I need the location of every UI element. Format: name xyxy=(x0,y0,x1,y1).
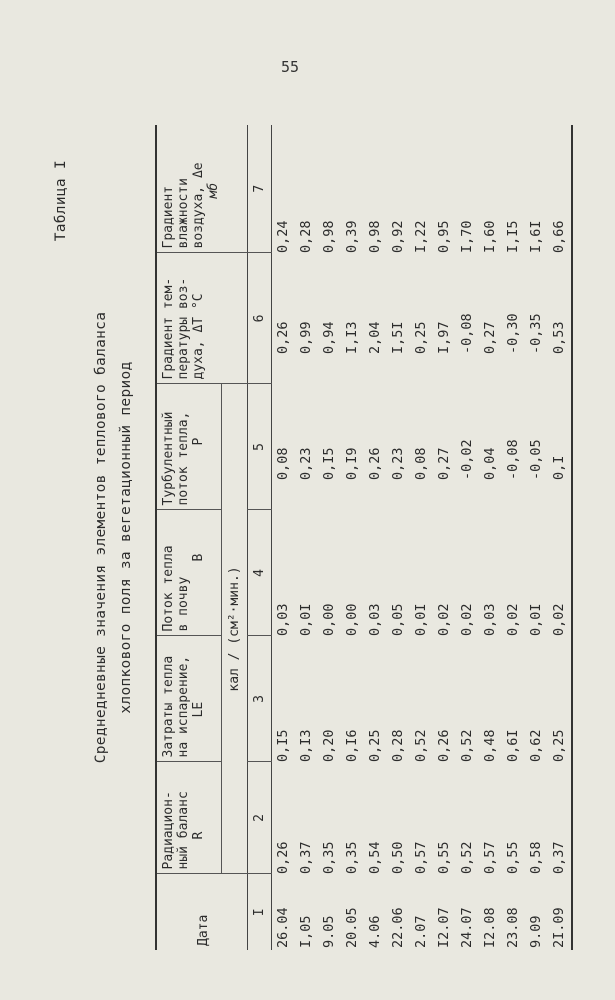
date-cell: 26.04 xyxy=(275,907,291,948)
heat-balance-table xyxy=(155,125,573,950)
date-cell: 24.07 xyxy=(459,907,475,948)
soil-flux-cell: 0,00 xyxy=(344,603,360,636)
humidity-gradient-cell: I,6I xyxy=(528,220,544,253)
soil-flux-cell: 0,03 xyxy=(482,603,498,636)
evaporation-cell: 0,I6 xyxy=(344,729,360,762)
temp-gradient-cell: -0,30 xyxy=(505,313,521,354)
temp-gradient-cell: I,5I xyxy=(390,321,406,354)
turbulent-flux-cell: 0,I9 xyxy=(344,447,360,480)
evaporation-cell: 0,25 xyxy=(551,729,567,762)
date-cell: 20.05 xyxy=(344,907,360,948)
evaporation-cell: 0,I3 xyxy=(298,729,314,762)
table-row xyxy=(271,125,295,950)
humidity-gradient-cell: 0,24 xyxy=(275,220,291,253)
temp-gradient-cell: I,I3 xyxy=(344,321,360,354)
soil-flux-cell: 0,05 xyxy=(390,603,406,636)
date-cell: 2I.09 xyxy=(551,907,567,948)
evaporation-cell: 0,25 xyxy=(367,729,383,762)
table-row xyxy=(410,125,433,950)
turbulent-flux-cell: 0,I5 xyxy=(321,447,337,480)
header-humidity-gradient: Градиент влажности воздуха, Δe мб xyxy=(156,125,221,253)
header-soil-heat-flux: Поток тепла в почву B xyxy=(156,510,221,636)
turbulent-flux-cell: 0,23 xyxy=(298,447,314,480)
soil-flux-cell: 0,0I xyxy=(298,603,314,636)
turbulent-flux-cell: -0,08 xyxy=(505,439,521,480)
evaporation-cell: 0,62 xyxy=(528,729,544,762)
humidity-gradient-cell: I,22 xyxy=(413,220,429,253)
temp-gradient-cell: 0,26 xyxy=(275,321,291,354)
radiation-cell: 0,55 xyxy=(436,841,452,874)
evaporation-cell: 0,28 xyxy=(390,729,406,762)
humidity-gradient-cell: 0,95 xyxy=(436,220,452,253)
humidity-gradient-cell: I,I5 xyxy=(505,220,521,253)
soil-flux-cell: 0,0I xyxy=(413,603,429,636)
soil-flux-cell: 0,03 xyxy=(275,603,291,636)
table-row xyxy=(387,125,410,950)
evaporation-cell: 0,26 xyxy=(436,729,452,762)
turbulent-flux-cell: 0,08 xyxy=(275,447,291,480)
date-cell: 9.05 xyxy=(321,915,337,948)
date-cell: 4.06 xyxy=(367,915,383,948)
table-row xyxy=(502,125,525,950)
date-cell: 2.07 xyxy=(413,915,429,948)
date-cell: I,05 xyxy=(298,915,314,948)
header-turbulent-flux: Турбулентный поток тепла, P xyxy=(156,384,221,510)
table-row xyxy=(318,125,341,950)
humidity-gradient-cell: 0,98 xyxy=(321,220,337,253)
date-cell: I2.08 xyxy=(482,907,498,948)
header-date: Дата xyxy=(196,914,212,946)
soil-flux-cell: 0,0I xyxy=(528,603,544,636)
page-number: 55 xyxy=(281,58,300,76)
soil-flux-cell: 0,02 xyxy=(459,603,475,636)
header-evaporation: Затраты тепла на испарение, LE xyxy=(156,636,221,762)
col-number: 4 xyxy=(247,510,271,636)
col-number: 6 xyxy=(247,253,271,384)
temp-gradient-cell: -0,08 xyxy=(459,313,475,354)
soil-flux-cell: 0,02 xyxy=(505,603,521,636)
date-cell: I2.07 xyxy=(436,907,452,948)
humidity-gradient-cell: 0,98 xyxy=(367,220,383,253)
temp-gradient-cell: 0,27 xyxy=(482,321,498,354)
table-label: Таблица I xyxy=(53,160,69,242)
turbulent-flux-cell: -0,02 xyxy=(459,439,475,480)
table-title-line2: хлопкового поля за вегетационный период xyxy=(118,361,134,714)
col-number: 3 xyxy=(247,636,271,762)
humidity-gradient-cell: I,60 xyxy=(482,220,498,253)
radiation-cell: 0,58 xyxy=(528,841,544,874)
temp-gradient-cell: 0,25 xyxy=(413,321,429,354)
temp-gradient-cell: 2,04 xyxy=(367,321,383,354)
turbulent-flux-cell: 0,08 xyxy=(413,447,429,480)
radiation-cell: 0,37 xyxy=(298,841,314,874)
radiation-cell: 0,37 xyxy=(551,841,567,874)
col-number: 7 xyxy=(247,125,271,253)
radiation-cell: 0,52 xyxy=(459,841,475,874)
date-cell: 9.09 xyxy=(528,915,544,948)
table-title-line1: Среднедневные значения элементов теплового баланса xyxy=(93,311,109,764)
turbulent-flux-cell: 0,04 xyxy=(482,447,498,480)
header-radiation-balance: Радиацион- ный баланс R xyxy=(156,762,221,874)
header-temperature-gradient: Градиент тем- пературы воз- духа, ΔT °C xyxy=(156,253,221,384)
radiation-cell: 0,57 xyxy=(482,841,498,874)
soil-flux-cell: 0,03 xyxy=(367,603,383,636)
radiation-cell: 0,55 xyxy=(505,841,521,874)
table-row xyxy=(433,125,456,950)
humidity-gradient-cell: 0,39 xyxy=(344,220,360,253)
temp-gradient-cell: -0,35 xyxy=(528,313,544,354)
evaporation-cell: 0,20 xyxy=(321,729,337,762)
col-number: 2 xyxy=(247,762,271,874)
evaporation-cell: 0,I5 xyxy=(275,729,291,762)
table-row xyxy=(456,125,479,950)
table-row xyxy=(295,125,318,950)
turbulent-flux-cell: 0,26 xyxy=(367,447,383,480)
soil-flux-cell: 0,02 xyxy=(551,603,567,636)
radiation-cell: 0,35 xyxy=(344,841,360,874)
soil-flux-cell: 0,02 xyxy=(436,603,452,636)
table-row xyxy=(548,125,572,950)
radiation-cell: 0,54 xyxy=(367,841,383,874)
date-cell: 22.06 xyxy=(390,907,406,948)
temp-gradient-cell: I,97 xyxy=(436,321,452,354)
turbulent-flux-cell: 0,27 xyxy=(436,447,452,480)
table-row xyxy=(479,125,502,950)
humidity-gradient-cell: 0,28 xyxy=(298,220,314,253)
turbulent-flux-cell: -0,05 xyxy=(528,439,544,480)
table-row xyxy=(364,125,387,950)
radiation-cell: 0,57 xyxy=(413,841,429,874)
temp-gradient-cell: 0,53 xyxy=(551,321,567,354)
turbulent-flux-cell: 0,23 xyxy=(390,447,406,480)
humidity-gradient-cell: 0,66 xyxy=(551,220,567,253)
table-row xyxy=(341,125,364,950)
humidity-gradient-cell: I,70 xyxy=(459,220,475,253)
temp-gradient-cell: 0,99 xyxy=(298,321,314,354)
rotated-table-block xyxy=(53,125,567,950)
evaporation-cell: 0,6I xyxy=(505,729,521,762)
radiation-cell: 0,50 xyxy=(390,841,406,874)
turbulent-flux-cell: 0,I xyxy=(551,455,567,480)
evaporation-cell: 0,52 xyxy=(413,729,429,762)
temp-gradient-cell: 0,94 xyxy=(321,321,337,354)
col-number: 5 xyxy=(247,384,271,510)
units-label: кал / (см²·мин.) xyxy=(221,384,247,874)
humidity-gradient-cell: 0,92 xyxy=(390,220,406,253)
col-number: I xyxy=(251,908,267,917)
soil-flux-cell: 0,00 xyxy=(321,603,337,636)
evaporation-cell: 0,52 xyxy=(459,729,475,762)
evaporation-cell: 0,48 xyxy=(482,729,498,762)
radiation-cell: 0,35 xyxy=(321,841,337,874)
date-cell: 23.08 xyxy=(505,907,521,948)
table-row xyxy=(525,125,548,950)
radiation-cell: 0,26 xyxy=(275,841,291,874)
